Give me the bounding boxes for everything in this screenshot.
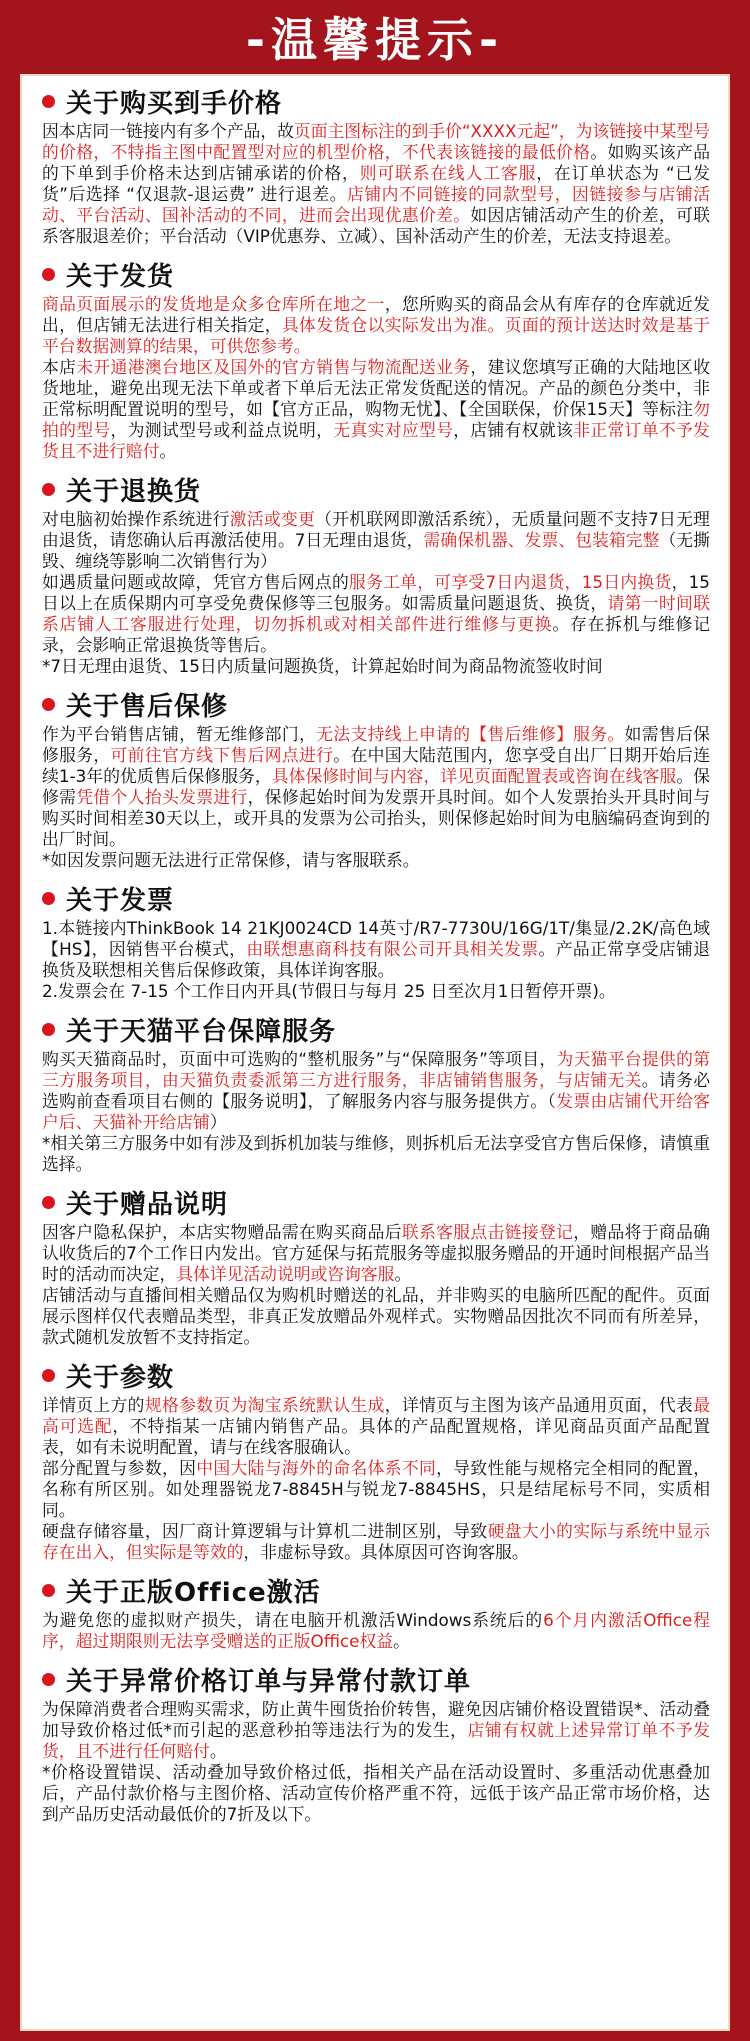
notice-section — [42, 257, 710, 462]
body-text: 因本店同一链接内有多个产品，故 — [42, 121, 294, 141]
section-body — [42, 724, 710, 871]
body-text: ，不特指某一店铺内销售产品。具体的产品配置规格，详见商品页面产品配置表，如有未说明配置，请与在线客服确认。 — [42, 1416, 710, 1457]
highlight-text: 店铺内不同链接的同款型号，因链接参与店铺活动、平台活动、国补活动的不同，进而会出现优惠价差。 — [42, 184, 710, 225]
section-title: 关于正版Office激活 — [66, 1577, 321, 1608]
body-text: 如因店铺活动产生的价差，可联系客服退差价；平台活动（VIP优惠券、立减）、国补活动产生的价差，无法支持退差。 — [42, 205, 710, 246]
section-heading — [42, 257, 710, 291]
body-text: *价格设置错误、活动叠加导致价格过低，指相关产品在活动设置时、多重活动优惠叠加后，产品付款价格与主图价格、活动宣传价格严重不符，远低于该产品正常市场价格，达到产品历史活动最低价的7折及以下。 — [42, 1762, 710, 1824]
body-text: 购买天猫商品时，页面中可选购的“整机服务”与“保障服务”等项目， — [42, 1049, 557, 1069]
section-paragraph — [42, 981, 710, 1002]
section-paragraph — [42, 1222, 710, 1285]
body-text: 。如购买该产品的下单到手价格未达到店铺承诺的价格， — [42, 142, 710, 183]
highlight-text: 需确保机器、发票、包装箱完整 — [423, 530, 660, 550]
highlight-text: 店铺有权就上述异常订单不予发货，且不进行任何赔付 — [42, 1720, 710, 1761]
notice-section — [42, 1662, 710, 1825]
body-text: 本店 — [42, 357, 77, 377]
body-text: 对电脑初始操作系统进行 — [42, 509, 230, 529]
notice-section — [42, 1185, 710, 1348]
section-paragraph — [42, 1395, 710, 1458]
highlight-text: 具体保修时间与内容，详见页面配置表或咨询在线客服 — [271, 766, 677, 786]
highlight-text: 由联想惠商科技有限公司开具相关发票 — [246, 939, 539, 959]
body-text: 。产品正常享受店铺退换货及联想相关售后保修政策，具体详询客服。 — [42, 939, 710, 980]
section-title: 关于参数 — [66, 1362, 175, 1393]
body-text: ，保修起始时间为发票开具时间。如个人发票抬头开具时间与购买时间相差30天以上，或开具的发票为公司抬头，则保修起始时间为电脑编码查询到的出厂时间。 — [42, 787, 710, 849]
body-text: 详情页上方的 — [42, 1395, 145, 1415]
body-text: 。 — [394, 1264, 412, 1284]
body-text: ，15日以上在质保期内可享受免费保修等三包服务。如需质量问题退货、换货， — [42, 572, 710, 613]
section-paragraph — [42, 1610, 710, 1652]
section-paragraph — [42, 1521, 710, 1563]
body-text: 。存在拆机与维修记录，会影响正常退换货等售后。 — [42, 614, 710, 655]
highlight-text: 联系客服点击链接登记 — [401, 1222, 574, 1242]
body-text: ） — [209, 1112, 227, 1132]
notice-section — [42, 1012, 710, 1175]
body-text: 1.本链接内ThinkBook 14 21KJ0024CD 14英寸/R7-7730U/16G/1T/集显/2.2K/高色域【HS】，因销售平台模式， — [42, 918, 710, 959]
section-body — [42, 1049, 710, 1175]
body-text: 为避免您的虚拟财产损失，请在电脑开机激活Windows系统后的 — [42, 1610, 544, 1630]
section-heading — [42, 1012, 710, 1046]
page-title: -温馨提示- — [245, 13, 505, 67]
body-text: 。保修需 — [42, 766, 710, 807]
body-text: 部分配置与参数，因 — [42, 1458, 197, 1478]
body-text: *7日无理由退货、15日内质量问题换货，计算起始时间为商品物流签收时间 — [42, 656, 603, 676]
notice-section — [42, 1358, 710, 1563]
section-paragraph — [42, 656, 710, 677]
section-heading — [42, 1573, 710, 1607]
highlight-text: 商品页面展示的发货地是众多仓库所在地之一 — [42, 294, 385, 314]
highlight-text: 具体发货仓以实际发出为准。页面的预计送达时效是基于平台数据测算的结果，可供您参考。 — [42, 315, 710, 356]
highlight-text: 最高可选配 — [42, 1395, 710, 1436]
section-title: 关于异常价格订单与异常付款订单 — [66, 1666, 472, 1697]
notice-section — [42, 84, 710, 247]
section-paragraph — [42, 850, 710, 871]
body-text: 如需售后保修服务， — [42, 724, 710, 765]
highlight-text: 未开通港澳台地区及国外的官方销售与物流配送业务 — [76, 357, 471, 377]
highlight-text: 发票由店铺代开给客户后、天猫补开给店铺 — [42, 1091, 710, 1132]
bullet-dot-icon — [42, 483, 55, 496]
bullet-dot-icon — [42, 1369, 55, 1382]
section-paragraph — [42, 1699, 710, 1762]
body-text: 因客户隐私保护，本店实物赠品需在购买商品后 — [42, 1222, 402, 1242]
body-text: ，为测试型号或利益点说明， — [110, 420, 334, 440]
highlight-text: 页面主图标注的到手价“XXXX元起”，为该链接中某型号的价格，不特指主图中配置型对应的机型价格，不代表该链接的最低价格 — [42, 121, 710, 162]
section-body — [42, 509, 710, 677]
body-text: *如因发票问题无法进行正常保修，请与客服联系。 — [42, 850, 420, 870]
bullet-dot-icon — [42, 268, 55, 281]
body-text: 店铺活动与直播间相关赠品仅为购机时赠送的礼品，并非购买的电脑所匹配的配件。页面展示图样仅代表赠品类型，非真正发放赠品外观样式。实物赠品因批次不同而有所差异，款式随机发放暂不支持指定。 — [42, 1285, 710, 1347]
body-text: 。 — [209, 1741, 227, 1761]
body-text: 。请务必选购前查看项目右侧的【服务说明】，了解服务内容与服务提供方。（ — [42, 1070, 710, 1111]
section-title: 关于发票 — [66, 885, 175, 916]
body-text: （开机联网即激活系统），无质量问题不支持7日无理由退货，请您确认后再激活使用。7日无理由退货， — [42, 509, 710, 550]
body-text: 。 — [159, 441, 177, 461]
section-paragraph — [42, 357, 710, 462]
highlight-text: 中国大陆与海外的命名体系不同 — [196, 1458, 437, 1478]
notice-panel — [20, 74, 730, 2031]
section-body — [42, 1222, 710, 1348]
section-heading — [42, 687, 710, 721]
highlight-text: 无法支持线上申请的【售后维修】服务。 — [316, 724, 625, 744]
body-text: （无撕毁、缠绕等影响二次销售行为） — [42, 530, 710, 571]
bullet-dot-icon — [42, 1196, 55, 1209]
body-text: ，导致性能与规格完全相同的配置，名称有所区别。如处理器锐龙7-8845H与锐龙7-8845HS，只是结尾标号不同，实质相同。 — [42, 1458, 710, 1520]
body-text: ，店铺有权就该 — [453, 420, 574, 440]
section-body — [42, 918, 710, 1002]
bullet-dot-icon — [42, 892, 55, 905]
highlight-text: 凭借个人抬头发票进行 — [76, 787, 248, 807]
section-title: 关于发货 — [66, 261, 175, 292]
section-body — [42, 1699, 710, 1825]
section-paragraph — [42, 918, 710, 981]
section-heading — [42, 84, 710, 118]
highlight-text: 非正常订单不予发货且不进行赔付 — [42, 420, 710, 461]
highlight-text: 激活或变更 — [229, 509, 316, 529]
body-text: 。 — [393, 1631, 410, 1651]
body-text: *相关第三方服务中如有涉及到拆机加装与维修，则拆机后无法享受官方售后保修，请慎重选择。 — [42, 1133, 710, 1174]
section-title: 关于赠品说明 — [66, 1189, 229, 1220]
section-paragraph — [42, 509, 710, 572]
body-text: 2.发票会在 7-15 个工作日内开具(节假日与每月 25 日至次月1日暂停开票)。 — [42, 981, 616, 1001]
section-body — [42, 294, 710, 462]
section-paragraph — [42, 724, 710, 850]
highlight-text: 可前往官方线下售后网点进行 — [110, 745, 334, 765]
section-title: 关于退换货 — [66, 476, 202, 507]
bullet-dot-icon — [42, 1673, 55, 1686]
body-text: ，建议您填写正确的大陆地区收货地址，避免出现无法下单或者下单后无法正常发货配送的情况。产品的颜色分类中，非正常标明配置说明的型号，如【官方正品，购物无忧】、【全国联保，价保15天】等标注 — [42, 357, 710, 419]
section-paragraph — [42, 1133, 710, 1175]
body-text: ，赠品将于商品确认收货后的7个工作日内发出。官方延保与拓荒服务等虚拟服务赠品的开通时间根据产品当时的活动而决定， — [42, 1222, 710, 1284]
highlight-text: 硬盘大小的实际与系统中显示存在出入，但实际是等效的 — [42, 1521, 710, 1562]
body-text: ，在订单状态为 “已发货”后选择 “仅退款-退运费” 进行退差。 — [42, 163, 710, 204]
highlight-text: 则可联系在线人工客服 — [359, 163, 537, 183]
body-text: 为保障消费者合理购买需求，防止黄牛囤货抬价转售，避免因店铺价格设置错误*、活动叠加导致价格过低*而引起的恶意秒拍等违法行为的发生， — [42, 1699, 710, 1740]
notice-section — [42, 881, 710, 1002]
highlight-text: 服务工单，可享受7日内退货，15日内换货 — [349, 572, 672, 592]
body-text: 作为平台销售店铺，暂无维修部门， — [42, 724, 317, 744]
section-paragraph — [42, 121, 710, 247]
body-text: ，非虚标导致。具体原因可咨询客服。 — [243, 1542, 529, 1562]
section-body — [42, 121, 710, 247]
body-text: ，详情页与主图为该产品通用页面，代表 — [384, 1395, 694, 1415]
highlight-text: 规格参数页为淘宝系统默认生成 — [144, 1395, 385, 1415]
section-heading — [42, 1185, 710, 1219]
body-text: ，您所购买的商品会从有库存的仓库就近发出，但店铺无法进行相关指定， — [42, 294, 710, 335]
notice-section — [42, 687, 710, 871]
highlight-text: 勿拍的型号 — [42, 399, 710, 440]
body-text: 如遇质量问题或故障，凭官方售后网点的 — [42, 572, 350, 592]
section-paragraph — [42, 1285, 710, 1348]
section-paragraph — [42, 1049, 710, 1133]
highlight-text: 具体详见活动说明或咨询客服 — [176, 1264, 395, 1284]
section-paragraph — [42, 1458, 710, 1521]
section-body — [42, 1610, 710, 1652]
section-paragraph — [42, 294, 710, 357]
section-heading — [42, 881, 710, 915]
body-text: 。在中国大陆范围内，您享受自出厂日期开始后连续1-3年的优质售后保修服务， — [42, 745, 710, 786]
bullet-dot-icon — [42, 698, 55, 711]
section-title: 关于售后保修 — [66, 691, 229, 722]
section-heading — [42, 1662, 710, 1696]
section-heading — [42, 1358, 710, 1392]
section-heading — [42, 472, 710, 506]
section-title: 关于购买到手价格 — [66, 88, 283, 119]
section-body — [42, 1395, 710, 1563]
section-paragraph — [42, 572, 710, 656]
bullet-dot-icon — [42, 1023, 55, 1036]
highlight-text: 无真实对应型号 — [333, 420, 454, 440]
highlight-text: 请第一时间联系店铺人工客服进行处理，切勿拆机或对相关部件进行维修与更换 — [42, 593, 710, 634]
section-paragraph — [42, 1762, 710, 1825]
notice-section — [42, 472, 710, 677]
notice-section — [42, 1573, 710, 1652]
body-text: 硬盘存储容量，因厂商计算逻辑与计算机二进制区别，导致 — [42, 1521, 488, 1541]
header-banner — [0, 0, 750, 74]
highlight-text: 6个月内激活Office程序，超过期限则无法享受赠送的正版Office权益 — [42, 1610, 710, 1651]
section-title: 关于天猫平台保障服务 — [66, 1016, 337, 1047]
bullet-dot-icon — [42, 1584, 55, 1597]
bullet-dot-icon — [42, 95, 55, 108]
highlight-text: 为天猫平台提供的第三方服务项目，由天猫负责委派第三方进行服务，非店铺销售服务，与店铺无关 — [42, 1049, 710, 1090]
